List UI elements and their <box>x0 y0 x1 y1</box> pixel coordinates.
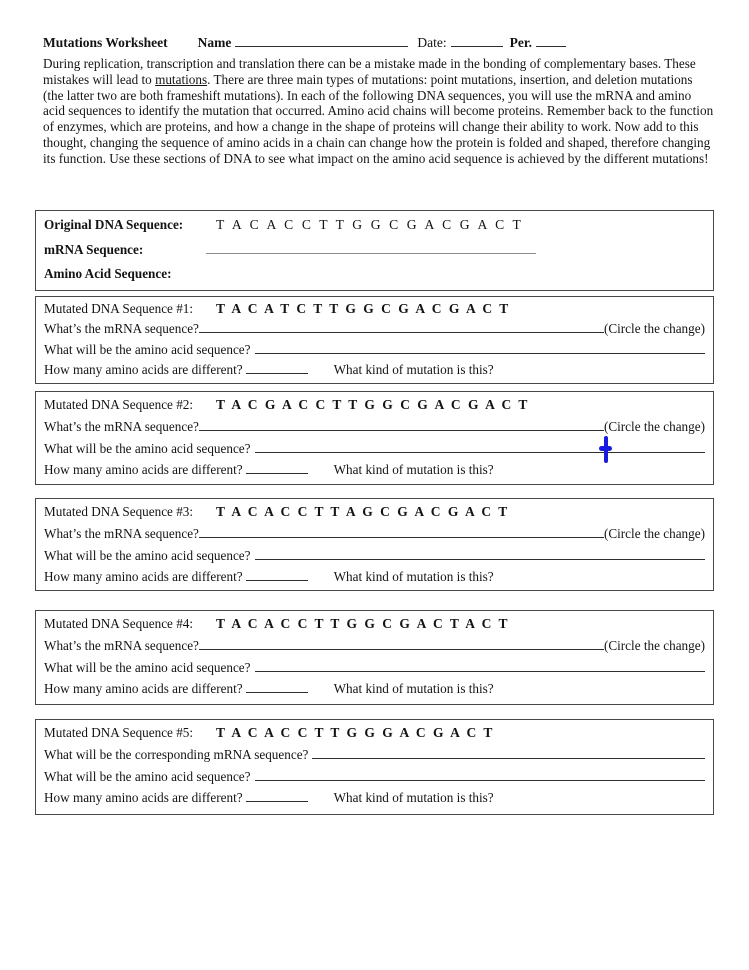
mutation-box-3 <box>35 498 714 591</box>
count-question: How many amino acids are different? <box>44 790 243 806</box>
mrna-question-row <box>44 635 705 657</box>
original-sequence-box <box>35 210 714 291</box>
mrna-question: What’s the mRNA sequence? <box>44 637 199 653</box>
amino-answer-blank[interactable] <box>255 439 705 453</box>
sequence-row <box>44 613 705 635</box>
original-dna-row <box>44 213 705 238</box>
amino-question-row <box>44 545 705 567</box>
mrna-question: What’s the mRNA sequence? <box>44 418 199 434</box>
count-question: How many amino acids are different? <box>44 569 243 585</box>
mrna-answer-blank[interactable] <box>199 417 604 431</box>
original-mrna-row <box>44 238 705 263</box>
dna-sequence: T A C A C C T T G G C G A C T A C T <box>216 616 510 631</box>
amino-question: What will be the amino acid sequence? <box>44 547 251 563</box>
intro-text-1: During replication, transcription and translation there can be a mistake made in the bonding of complementary bases. These mistakes will lead to <box>43 56 696 87</box>
amino-question: What will be the amino acid sequence? <box>44 440 251 456</box>
mutation-kind-question: What kind of mutation is this? <box>333 361 494 377</box>
count-question: How many amino acids are different? <box>44 361 243 377</box>
dna-sequence: T A C A T C T T G G C G A C G A C T <box>216 301 511 316</box>
amino-question: What will be the amino acid sequence? <box>44 768 251 784</box>
amino-answer-blank[interactable] <box>255 340 705 354</box>
original-dna-sequence: T A C A C C T T G G C G A C G A C T <box>216 217 524 232</box>
amino-question-row <box>44 340 705 360</box>
mrna-answer-blank[interactable] <box>312 745 705 759</box>
amino-answer-blank[interactable] <box>255 767 705 781</box>
original-dna-label: Original DNA Sequence: <box>44 217 184 232</box>
amino-answer-blank[interactable] <box>255 546 705 560</box>
mutation-box-label: Mutated DNA Sequence #1: <box>44 301 194 316</box>
mrna-question-row <box>44 416 705 438</box>
mutation-kind-question: What kind of mutation is this? <box>333 569 494 585</box>
mutation-box-2 <box>35 391 714 485</box>
mutation-kind-question: What kind of mutation is this? <box>333 790 494 806</box>
name-blank[interactable] <box>235 33 408 47</box>
intro-text-2: . There are three main types of mutations: point mutations, insertion, and deletion mutations (the latter two are both frameshift mutations). In each of the following DNA sequences, you will use the mRNA and amino acid sequences to identify the mutation that occurred. Amino acid chains will become proteins. Remember back to the function of enzymes, which are proteins, and how a change in the shape of proteins will change their ability to work. Now add to this thought, changing the sequence of amino acids in a chain can change how the protein is folded and shaped, therefore changing its function. Use these sections of DNA to see what impact on the amino acid sequence is achieved by the different mutations! <box>43 71 714 166</box>
mrna-answer-blank[interactable] <box>199 636 604 650</box>
dna-sequence: T A C A C C T T A G C G A C G A C T <box>216 504 510 519</box>
sequence-row <box>44 299 705 319</box>
dna-sequence: T A C A C C T T G G G A C G A C T <box>216 725 495 740</box>
count-answer-blank[interactable] <box>246 460 308 474</box>
mrna-answer-blank[interactable] <box>206 240 536 254</box>
count-answer-blank[interactable] <box>246 788 308 802</box>
count-answer-blank[interactable] <box>246 679 308 693</box>
mrna-label: mRNA Sequence: <box>44 241 144 257</box>
mutation-kind-question: What kind of mutation is this? <box>333 462 494 478</box>
per-blank[interactable] <box>536 33 566 47</box>
mrna-question: What’s the mRNA sequence? <box>44 525 199 541</box>
mrna-question-row <box>44 319 705 339</box>
count-question-row <box>44 360 705 380</box>
count-answer-blank[interactable] <box>246 360 308 374</box>
cursor-crossbar-icon <box>599 446 612 451</box>
mutation-kind-question: What kind of mutation is this? <box>333 681 494 697</box>
circle-change-note: (Circle the change) <box>603 321 705 337</box>
date-label: Date: <box>417 35 447 50</box>
mutation-box-5 <box>35 719 714 815</box>
count-answer-blank[interactable] <box>246 567 308 581</box>
mutation-box-label: Mutated DNA Sequence #3: <box>44 504 194 519</box>
date-blank[interactable] <box>451 33 503 47</box>
count-question: How many amino acids are different? <box>44 462 243 478</box>
text-insertion-cursor <box>599 436 612 463</box>
amino-acid-label: Amino Acid Sequence: <box>44 266 172 281</box>
amino-answer-blank[interactable] <box>255 658 705 672</box>
mrna-question: What will be the corresponding mRNA sequence? <box>44 746 309 762</box>
original-amino-row <box>44 262 705 287</box>
sequence-row <box>44 722 705 744</box>
intro-underlined-word: mutations <box>155 71 208 87</box>
mrna-question-row <box>44 744 705 766</box>
header <box>43 33 713 51</box>
mrna-question: What’s the mRNA sequence? <box>44 321 199 337</box>
circle-change-note: (Circle the change) <box>603 418 705 434</box>
mutation-box-label: Mutated DNA Sequence #2: <box>44 397 194 412</box>
per-label: Per. <box>509 35 533 50</box>
circle-change-note: (Circle the change) <box>603 525 705 541</box>
count-question-row <box>44 678 705 700</box>
amino-question: What will be the amino acid sequence? <box>44 659 251 675</box>
sequence-row <box>44 394 705 416</box>
dna-sequence: T A C G A C C T T G G C G A C G A C T <box>216 397 530 412</box>
mrna-answer-blank[interactable] <box>199 524 604 538</box>
count-question-row <box>44 787 705 809</box>
sequence-row <box>44 501 705 523</box>
mrna-answer-blank[interactable] <box>199 319 604 333</box>
mutation-box-label: Mutated DNA Sequence #5: <box>44 725 194 740</box>
mutation-box-4 <box>35 610 714 705</box>
page-title: Mutations Worksheet <box>43 35 168 50</box>
amino-question: What will be the amino acid sequence? <box>44 341 251 357</box>
amino-question-row <box>44 657 705 679</box>
count-question: How many amino acids are different? <box>44 681 243 697</box>
amino-question-row <box>44 766 705 788</box>
mutation-box-1 <box>35 296 714 384</box>
name-label: Name <box>197 35 232 50</box>
intro-paragraph <box>43 56 715 167</box>
count-question-row <box>44 566 705 588</box>
mrna-question-row <box>44 523 705 545</box>
mutation-box-label: Mutated DNA Sequence #4: <box>44 616 194 631</box>
circle-change-note: (Circle the change) <box>603 637 705 653</box>
